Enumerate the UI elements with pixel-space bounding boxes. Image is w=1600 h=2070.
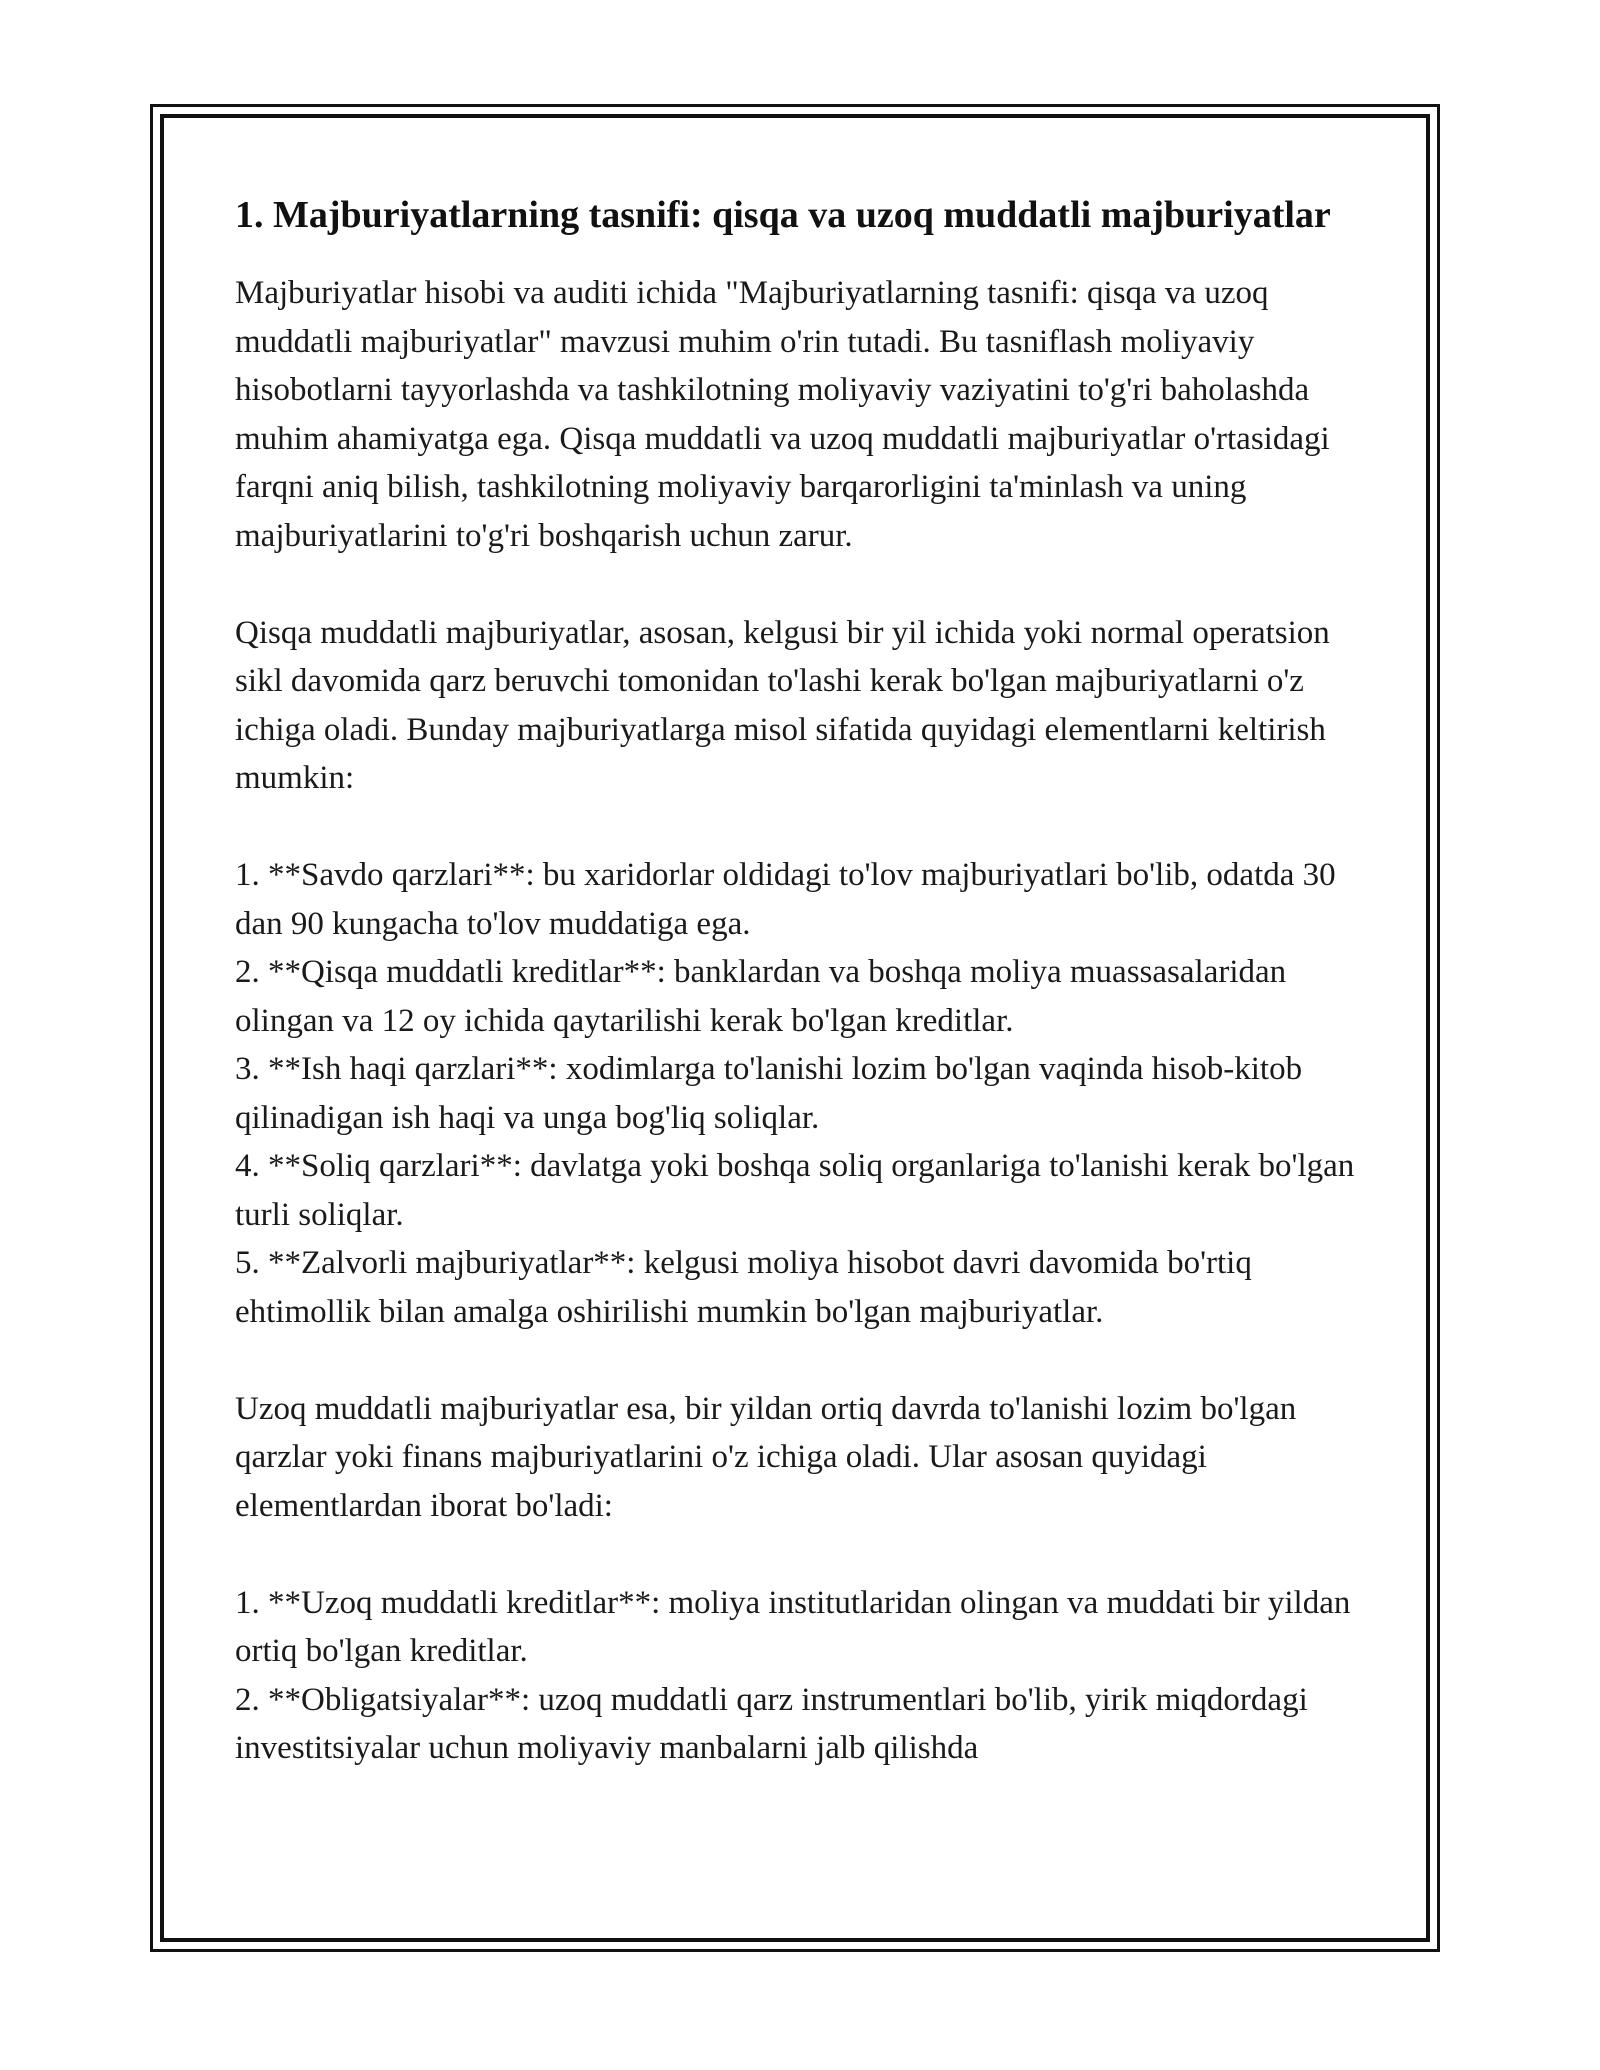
paragraph-gap [235, 560, 1370, 609]
document-body [235, 188, 1370, 1773]
list-item: 3. **Ish haqi qarzlari**: xodimlarga to'lanishi lozim bo'lgan vaqinda hisob-kitob qilinadigan ish haqi va unga bog'liq soliqlar. [235, 1051, 1303, 1136]
intro-paragraph: Majburiyatlar hisobi va auditi ichida "Majburiyatlarning tasnifi: qisqa va uzoq muddatli majburiyatlar" mavzusi muhim o'rin tutadi. Bu tasniflash moliyaviy hisobotlarni tayyorlashda va tashkilotning moliyaviy vaziyatini to'g'ri baholashda muhim ahamiyatga ega. Qisqa muddatli va uzoq muddatli majburiyatlar o'rtasidagi farqni aniq bilish, tashkilotning moliyaviy barqarorligini ta'minlash va uning majburiyatlarini to'g'ri boshqarish uchun zarur. [235, 275, 1330, 554]
short-term-list [235, 851, 1370, 1336]
paragraph-gap [235, 803, 1370, 852]
list-item: 2. **Qisqa muddatli kreditlar**: banklardan va boshqa moliya muassasalaridan olingan va 12 oy ichida qaytarilishi kerak bo'lgan kreditlar. [235, 954, 1287, 1039]
list-item: 1. **Uzoq muddatli kreditlar**: moliya institutlaridan olingan va muddati bir yildan ortiq bo'lgan kreditlar. [235, 1584, 1351, 1669]
list-item: 5. **Zalvorli majburiyatlar**: kelgusi moliya hisobot davri davomida bo'rtiq ehtimollik bilan amalga oshirilishi mumkin bo'lgan majburiyatlar. [235, 1245, 1252, 1330]
paragraph-gap [235, 1336, 1370, 1385]
short-term-paragraph: Qisqa muddatli majburiyatlar, asosan, kelgusi bir yil ichida yoki normal operatsion sikl davomida qarz beruvchi tomonidan to'lashi kerak bo'lgan majburiyatlarni o'z ichiga oladi. Bunday majburiyatlarga misol sifatida quyidagi elementlarni keltirish mumkin: [235, 614, 1330, 796]
long-term-paragraph: Uzoq muddatli majburiyatlar esa, bir yildan ortiq davrda to'lanishi lozim bo'lgan qarzlar yoki finans majburiyatlarini o'z ichiga oladi. Ular asosan quyidagi elementlardan iborat bo'ladi: [235, 1390, 1297, 1524]
list-item: 4. **Soliq qarzlari**: davlatga yoki boshqa soliq organlariga to'lanishi kerak bo'lgan turli soliqlar. [235, 1148, 1355, 1233]
section-heading: 1. Majburiyatlarning tasnifi: qisqa va uzoq muddatli majburiyatlar [235, 194, 1331, 236]
list-item: 2. **Obligatsiyalar**: uzoq muddatli qarz instrumentlari bo'lib, yirik miqdordagi investitsiyalar uchun moliyaviy manbalarni jalb qilishda [235, 1681, 1308, 1766]
long-term-list [235, 1579, 1370, 1773]
list-item: 1. **Savdo qarzlari**: bu xaridorlar oldidagi to'lov majburiyatlari bo'lib, odatda 30 dan 90 kungacha to'lov muddatiga ega. [235, 857, 1336, 942]
paragraph-gap [235, 1530, 1370, 1579]
